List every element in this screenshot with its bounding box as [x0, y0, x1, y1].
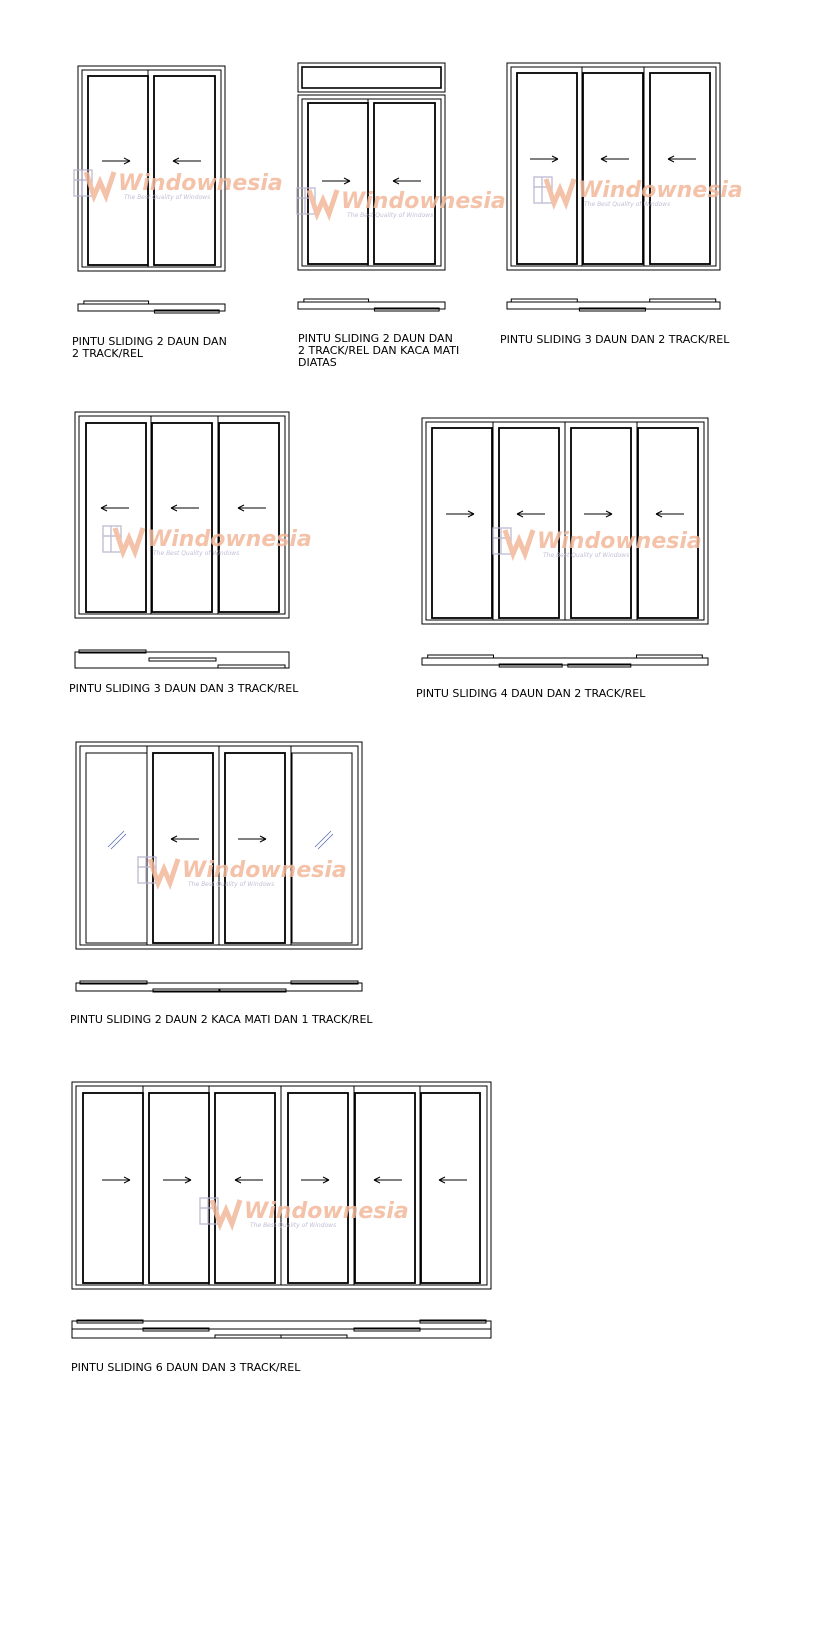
sliding-leaf — [219, 423, 279, 612]
track-leaf — [428, 655, 494, 658]
arrow-left-icon — [601, 156, 629, 162]
diagram-2-leaf-2-fixed-1-track — [70, 742, 373, 1026]
arrow-right-icon — [301, 1177, 329, 1183]
caption-line: PINTU SLIDING 2 DAUN DAN — [72, 335, 227, 348]
sliding-leaf — [571, 428, 631, 618]
arrow-right-icon — [238, 836, 266, 842]
track-leaf — [650, 299, 716, 302]
sliding-leaf — [149, 1093, 209, 1283]
watermark-logo — [297, 188, 337, 214]
glass-hatch-icon — [108, 831, 126, 849]
caption-line: PINTU SLIDING 3 DAUN DAN 3 TRACK/REL — [69, 682, 299, 695]
track-base — [422, 658, 708, 665]
arrow-left-icon — [393, 178, 421, 184]
inner-frame — [511, 67, 716, 266]
track-leaf — [149, 658, 216, 661]
watermark — [534, 177, 743, 208]
watermark-logo — [138, 857, 178, 883]
caption-line: PINTU SLIDING 6 DAUN DAN 3 TRACK/REL — [71, 1361, 301, 1374]
watermark-brand: Windownesia — [537, 529, 702, 554]
outer-frame — [78, 66, 225, 271]
sliding-leaf — [374, 103, 435, 264]
arrow-left-icon — [173, 158, 201, 164]
arrow-left-icon — [517, 511, 545, 517]
diagram-6-leaf-3-track — [71, 1082, 491, 1374]
watermark-tagline: The Best Quality of Windows — [188, 881, 275, 888]
watermark-logo — [534, 177, 574, 203]
watermark — [103, 526, 312, 557]
outer-frame — [298, 95, 445, 270]
arrow-right-icon — [102, 1177, 130, 1183]
watermark-tagline: The Best Quality of Windows — [124, 194, 211, 201]
watermark-brand: Windownesia — [341, 189, 506, 214]
fixed-glass-panel — [292, 753, 352, 943]
caption-line: PINTU SLIDING 2 DAUN 2 KACA MATI DAN 1 TRACK/REL — [70, 1013, 373, 1026]
caption-line: PINTU SLIDING 3 DAUN DAN 2 TRACK/REL — [500, 333, 730, 346]
watermark-tagline: The Best Quality of Windows — [584, 201, 671, 208]
arrow-right-icon — [322, 178, 350, 184]
sliding-leaf — [583, 73, 643, 264]
track-leaf — [511, 299, 577, 302]
diagram-2-leaf-2-track-transom — [297, 63, 506, 369]
caption-line: 2 TRACK/REL DAN KACA MATI — [298, 344, 460, 357]
track-leaf — [281, 1335, 347, 1338]
caption-line: PINTU SLIDING 2 DAUN DAN — [298, 332, 453, 345]
watermark-tagline: The Best Quality of Windows — [250, 1222, 337, 1229]
arrow-left-icon — [171, 836, 199, 842]
arrow-right-icon — [530, 156, 558, 162]
sliding-leaf — [308, 103, 368, 264]
arrow-left-icon — [238, 505, 266, 511]
watermark — [200, 1198, 409, 1229]
transom-glass — [302, 67, 441, 88]
sliding-leaf — [152, 423, 212, 612]
watermark-logo — [103, 526, 143, 552]
watermark — [74, 170, 283, 201]
track-leaf — [84, 301, 149, 304]
sliding-leaf — [432, 428, 492, 618]
watermark-tagline: The Best Quality of Windows — [153, 550, 240, 557]
watermark-brand: Windownesia — [244, 1199, 409, 1224]
sliding-leaf — [83, 1093, 143, 1283]
outer-frame — [507, 63, 720, 270]
track-leaf — [304, 299, 369, 302]
watermark — [493, 528, 702, 559]
sliding-leaf — [499, 428, 559, 618]
sliding-leaf — [153, 753, 213, 943]
diagram-3-leaf-2-track — [500, 63, 743, 346]
track-leaf — [215, 1335, 281, 1338]
sliding-leaf — [86, 423, 146, 612]
arrow-left-icon — [374, 1177, 402, 1183]
caption-line: 2 TRACK/REL — [72, 347, 144, 360]
watermark-tagline: The Best Quality of Windows — [347, 212, 434, 219]
arrow-left-icon — [668, 156, 696, 162]
arrow-right-icon — [584, 511, 612, 517]
diagram-3-leaf-3-track — [69, 412, 312, 695]
watermark — [297, 188, 506, 219]
watermark-brand: Windownesia — [147, 527, 312, 552]
inner-frame — [79, 416, 285, 614]
arrow-right-icon — [446, 511, 474, 517]
arrow-right-icon — [163, 1177, 191, 1183]
arrow-left-icon — [439, 1177, 467, 1183]
caption-line: DIATAS — [298, 356, 337, 369]
sliding-leaf — [421, 1093, 480, 1283]
sliding-leaf — [355, 1093, 415, 1283]
arrow-right-icon — [102, 158, 130, 164]
sliding-leaf — [517, 73, 577, 264]
outer-frame — [75, 412, 289, 618]
watermark-brand: Windownesia — [118, 171, 283, 196]
watermark-tagline: The Best Quality of Windows — [543, 552, 630, 559]
inner-frame — [302, 99, 441, 266]
track-leaf — [218, 665, 285, 668]
inner-frame — [82, 70, 221, 267]
arrow-left-icon — [101, 505, 129, 511]
diagram-4-leaf-2-track — [416, 418, 708, 700]
arrow-left-icon — [235, 1177, 263, 1183]
sliding-leaf — [650, 73, 710, 264]
diagram-2-leaf-2-track — [72, 66, 283, 360]
caption-line: PINTU SLIDING 4 DAUN DAN 2 TRACK/REL — [416, 687, 646, 700]
track-base — [75, 652, 289, 668]
arrow-left-icon — [171, 505, 199, 511]
sliding-leaf — [215, 1093, 275, 1283]
sliding-leaf — [288, 1093, 348, 1283]
arrow-left-icon — [656, 511, 684, 517]
glass-hatch-icon — [315, 831, 333, 849]
fixed-glass-panel — [86, 753, 147, 943]
watermark-brand: Windownesia — [578, 178, 743, 203]
watermark — [138, 857, 347, 888]
watermark-brand: Windownesia — [182, 858, 347, 883]
watermark-logo — [200, 1198, 240, 1224]
sliding-leaf — [225, 753, 285, 943]
watermark-logo — [74, 170, 114, 196]
sliding-leaf — [638, 428, 698, 618]
track-leaf — [637, 655, 703, 658]
